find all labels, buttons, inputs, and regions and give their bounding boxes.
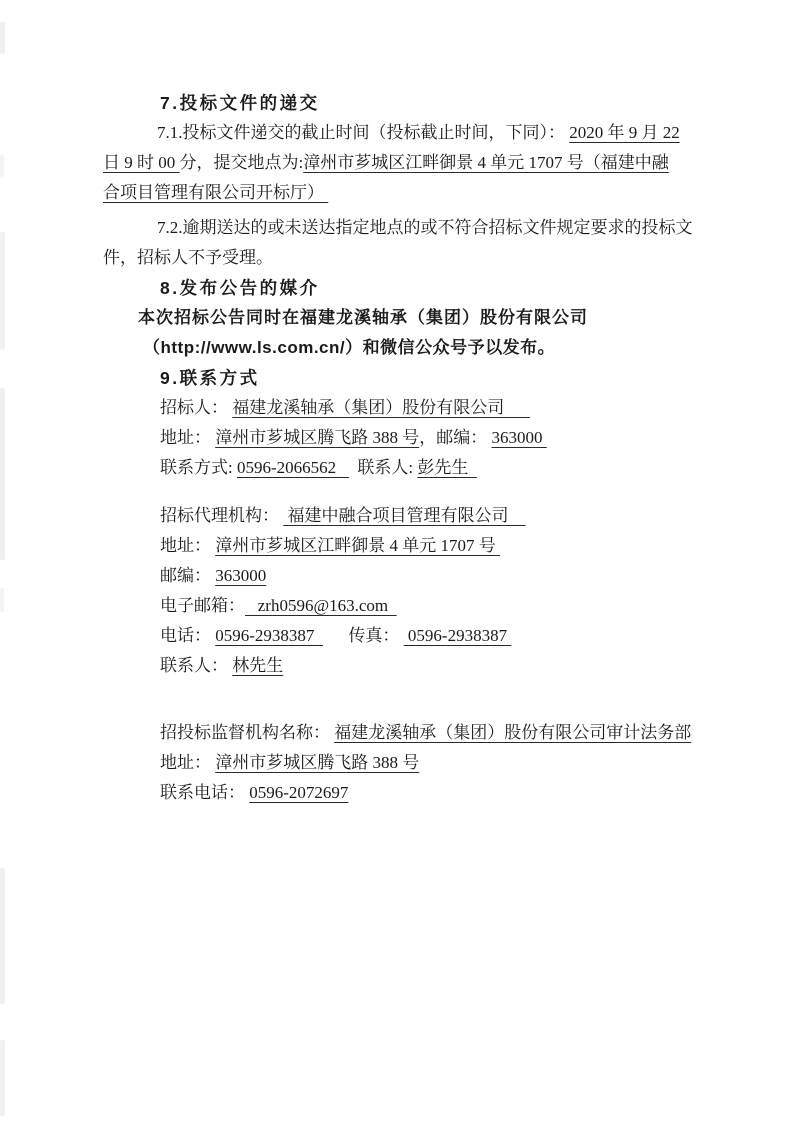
text-segment: 邮编： — [160, 566, 216, 585]
scan-edge-artifact — [0, 868, 5, 1004]
underlined-field: 0596-2072697 — [249, 783, 349, 802]
section-9-heading — [103, 363, 703, 393]
text-segment: 联系方式: — [160, 458, 237, 477]
underlined-field: 0596-2938387 — [403, 626, 512, 645]
text-segment: 电子邮箱： — [160, 596, 245, 615]
agency-email-line — [103, 591, 703, 621]
underlined-field: 日 9 时 00 — [103, 153, 180, 172]
scan-edge-artifact — [0, 388, 5, 560]
text-segment: 9.联系方式 — [160, 368, 260, 388]
underlined-field: 福建中融合项目管理有限公司 — [283, 506, 526, 525]
scan-edge-artifact — [0, 588, 4, 612]
text-segment: 电话： — [160, 626, 216, 645]
text-segment: 招标代理机构： — [160, 506, 284, 525]
underlined-field: 彭先生 — [417, 458, 477, 477]
underlined-field: 福建龙溪轴承（集团）股份有限公司 — [232, 398, 530, 417]
supervisor-address-line — [103, 748, 703, 778]
announcement-media-line-1 — [103, 303, 703, 333]
text-segment: 8.发布公告的媒介 — [160, 278, 320, 298]
underlined-field: 漳州市芗城区腾飞路 388 号 — [215, 753, 420, 772]
text-segment: （http://www.ls.com.cn/）和微信公众号予以发布。 — [143, 338, 556, 357]
text-segment: 传真： — [322, 626, 404, 645]
underlined-field: 363000 — [215, 566, 267, 585]
text-segment: 分，提交地点为: — [179, 153, 304, 172]
scan-edge-artifact — [0, 155, 4, 177]
underlined-field: 漳州市芗城区江畔御景 4 单元 1707 号 — [215, 536, 500, 555]
clause-7-1-line-3 — [103, 178, 703, 208]
agency-postcode-line — [103, 561, 703, 591]
text-segment: 件，招标人不予受理。 — [103, 248, 273, 267]
agency-phone-fax-line — [103, 621, 703, 651]
underlined-field: 合项目管理有限公司开标厅） — [103, 183, 329, 202]
section-8-heading — [103, 273, 703, 303]
text-segment: 联系人: — [348, 458, 418, 477]
announcement-media-line-2 — [103, 333, 703, 363]
text-segment: ，邮编： — [419, 428, 492, 447]
supervisor-name-line — [103, 718, 703, 748]
text-segment: 7.1.投标文件递交的截止时间（投标截止时间，下同）： — [157, 123, 570, 142]
text-segment: 7.投标文件的递交 — [160, 93, 320, 113]
clause-7-2-line-1 — [103, 213, 703, 243]
tenderer-address-line — [103, 423, 703, 453]
underlined-field: 0596-2938387 — [215, 626, 323, 645]
text-segment: 7.2.逾期送达的或未送达指定地点的或不符合招标文件规定要求的投标文 — [157, 218, 693, 237]
scan-edge-artifact — [0, 232, 5, 350]
clause-7-2-line-2 — [103, 243, 703, 273]
scan-edge-artifact — [0, 22, 5, 54]
text-segment: 招投标监督机构名称： — [160, 723, 335, 742]
text-segment: 联系人： — [160, 656, 233, 675]
scan-edge-artifact — [0, 1040, 5, 1116]
underlined-field: zrh0596@163.com — [245, 596, 397, 615]
underlined-field: 2020 年 9 月 22 — [569, 123, 680, 142]
underlined-field: 林先生 — [232, 656, 284, 675]
underlined-field: 福建龙溪轴承（集团）股份有限公司审计法务部 — [334, 723, 692, 742]
agency-contact-line — [103, 651, 703, 681]
clause-7-1-line-2 — [103, 148, 703, 178]
tenderer-contact-line — [103, 453, 703, 483]
agency-name-line — [103, 501, 703, 531]
supervisor-phone-line — [103, 778, 703, 808]
underlined-field: 363000 — [491, 428, 547, 447]
text-segment: 招标人： — [160, 398, 233, 417]
tenderer-name-line — [103, 393, 703, 423]
text-segment: 联系电话： — [160, 783, 250, 802]
agency-address-line — [103, 531, 703, 561]
text-segment: 地址： — [160, 536, 216, 555]
text-segment: 地址： — [160, 428, 216, 447]
text-segment: 本次招标公告同时在福建龙溪轴承（集团）股份有限公司 — [138, 308, 588, 327]
document-body — [103, 88, 703, 808]
underlined-field: 漳州市芗城区江畔御景 4 单元 1707 号（福建中融 — [303, 153, 669, 172]
section-7-heading — [103, 88, 703, 118]
underlined-field: 0596-2066562 — [236, 458, 349, 477]
clause-7-1-line-1 — [103, 118, 703, 148]
text-segment: 地址： — [160, 753, 216, 772]
underlined-field: 漳州市芗城区腾飞路 388 号 — [215, 428, 420, 447]
